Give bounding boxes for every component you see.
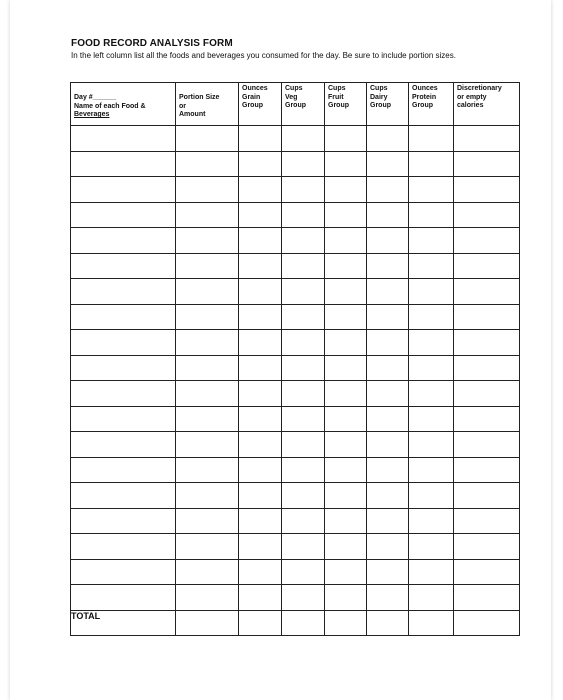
header-protein-group bbox=[409, 83, 454, 126]
header-portion-line2: or bbox=[179, 102, 186, 110]
header-veg-line1: Cups bbox=[285, 85, 303, 92]
food-entry-row bbox=[71, 508, 520, 534]
entry-cell-veg[interactable] bbox=[282, 559, 325, 585]
entry-cell-veg[interactable] bbox=[282, 202, 325, 228]
header-grain-line1: Ounces bbox=[242, 85, 268, 92]
entry-cell-veg[interactable] bbox=[282, 279, 325, 305]
food-entry-row bbox=[71, 228, 520, 254]
header-grain-group bbox=[239, 83, 282, 126]
total-cell-discretionary[interactable] bbox=[454, 610, 520, 636]
header-portion-size bbox=[176, 83, 239, 126]
entry-cell-food[interactable] bbox=[71, 534, 176, 560]
entry-cell-dairy[interactable] bbox=[367, 126, 409, 152]
document-page bbox=[10, 0, 551, 700]
entry-cell-grain[interactable] bbox=[239, 508, 282, 534]
entry-cell-portion[interactable] bbox=[176, 228, 239, 254]
entry-cell-portion[interactable] bbox=[176, 432, 239, 458]
entry-cell-food[interactable] bbox=[71, 330, 176, 356]
entry-cell-protein[interactable] bbox=[409, 432, 454, 458]
entry-cell-discretionary[interactable] bbox=[454, 559, 520, 585]
entry-cell-discretionary[interactable] bbox=[454, 177, 520, 203]
food-entry-row bbox=[71, 457, 520, 483]
header-row bbox=[71, 83, 520, 126]
entry-cell-fruit[interactable] bbox=[325, 330, 367, 356]
total-cell-grain[interactable] bbox=[239, 610, 282, 636]
entry-cell-dairy[interactable] bbox=[367, 330, 409, 356]
entry-cell-veg[interactable] bbox=[282, 585, 325, 611]
header-protein-line2: Protein bbox=[412, 93, 437, 101]
food-entry-row bbox=[71, 151, 520, 177]
entry-cell-food[interactable] bbox=[71, 508, 176, 534]
food-entry-row bbox=[71, 559, 520, 585]
entry-cell-veg[interactable] bbox=[282, 534, 325, 560]
entry-cell-fruit[interactable] bbox=[325, 534, 367, 560]
entry-cell-dairy[interactable] bbox=[367, 457, 409, 483]
entry-cell-fruit[interactable] bbox=[325, 508, 367, 534]
entry-cell-dairy[interactable] bbox=[367, 177, 409, 203]
entry-cell-food[interactable] bbox=[71, 177, 176, 203]
header-fruit-line1: Cups bbox=[328, 85, 346, 92]
entry-cell-veg[interactable] bbox=[282, 330, 325, 356]
entry-cell-veg[interactable] bbox=[282, 253, 325, 279]
entry-cell-dairy[interactable] bbox=[367, 585, 409, 611]
entry-cell-veg[interactable] bbox=[282, 483, 325, 509]
entry-cell-protein[interactable] bbox=[409, 330, 454, 356]
header-grain-line2: Grain bbox=[242, 93, 261, 101]
entry-cell-grain[interactable] bbox=[239, 534, 282, 560]
header-dairy-line3: Group bbox=[370, 102, 391, 109]
entry-cell-veg[interactable] bbox=[282, 126, 325, 152]
entry-cell-portion[interactable] bbox=[176, 279, 239, 305]
header-grain-line3: Group bbox=[242, 102, 263, 109]
entry-cell-grain[interactable] bbox=[239, 126, 282, 152]
entry-cell-grain[interactable] bbox=[239, 202, 282, 228]
entry-cell-dairy[interactable] bbox=[367, 483, 409, 509]
entry-cell-portion[interactable] bbox=[176, 585, 239, 611]
entry-cell-protein[interactable] bbox=[409, 559, 454, 585]
entry-cell-discretionary[interactable] bbox=[454, 279, 520, 305]
entry-cell-fruit[interactable] bbox=[325, 483, 367, 509]
entry-cell-portion[interactable] bbox=[176, 508, 239, 534]
total-cell-protein[interactable] bbox=[409, 610, 454, 636]
food-entry-row bbox=[71, 126, 520, 152]
header-protein-line1: Ounces bbox=[412, 85, 438, 92]
header-discretionary-line2: or empty bbox=[457, 93, 487, 101]
entry-cell-portion[interactable] bbox=[176, 304, 239, 330]
entry-cell-protein[interactable] bbox=[409, 406, 454, 432]
entry-cell-grain[interactable] bbox=[239, 355, 282, 381]
total-cell-fruit[interactable] bbox=[325, 610, 367, 636]
entry-cell-grain[interactable] bbox=[239, 483, 282, 509]
entry-cell-dairy[interactable] bbox=[367, 202, 409, 228]
entry-cell-dairy[interactable] bbox=[367, 406, 409, 432]
total-cell-dairy[interactable] bbox=[367, 610, 409, 636]
entry-cell-dairy[interactable] bbox=[367, 381, 409, 407]
header-day-number: Day #______ bbox=[74, 94, 117, 101]
header-fruit-line2: Fruit bbox=[328, 93, 344, 101]
entry-cell-food[interactable] bbox=[71, 228, 176, 254]
entry-cell-fruit[interactable] bbox=[325, 432, 367, 458]
entry-cell-food[interactable] bbox=[71, 585, 176, 611]
header-beverages-label: Beverages bbox=[74, 111, 110, 118]
header-veg-line3: Group bbox=[285, 102, 306, 109]
entry-cell-discretionary[interactable] bbox=[454, 228, 520, 254]
entry-cell-fruit[interactable] bbox=[325, 585, 367, 611]
header-food-name bbox=[71, 83, 176, 126]
entry-cell-grain[interactable] bbox=[239, 304, 282, 330]
entry-cell-dairy[interactable] bbox=[367, 253, 409, 279]
entry-cell-food[interactable] bbox=[71, 253, 176, 279]
entry-cell-discretionary[interactable] bbox=[454, 304, 520, 330]
entry-cell-grain[interactable] bbox=[239, 330, 282, 356]
food-entry-row bbox=[71, 355, 520, 381]
entry-cell-portion[interactable] bbox=[176, 177, 239, 203]
entry-cell-grain[interactable] bbox=[239, 381, 282, 407]
entry-cell-veg[interactable] bbox=[282, 381, 325, 407]
entry-cell-protein[interactable] bbox=[409, 253, 454, 279]
entry-cell-protein[interactable] bbox=[409, 279, 454, 305]
entry-cell-grain[interactable] bbox=[239, 559, 282, 585]
entry-cell-portion[interactable] bbox=[176, 202, 239, 228]
entry-cell-fruit[interactable] bbox=[325, 126, 367, 152]
entry-cell-protein[interactable] bbox=[409, 483, 454, 509]
entry-cell-grain[interactable] bbox=[239, 432, 282, 458]
entry-cell-dairy[interactable] bbox=[367, 355, 409, 381]
entry-cell-portion[interactable] bbox=[176, 126, 239, 152]
header-fruit-line3: Group bbox=[328, 102, 349, 109]
entry-cell-fruit[interactable] bbox=[325, 228, 367, 254]
entry-cell-portion[interactable] bbox=[176, 381, 239, 407]
entry-cell-discretionary[interactable] bbox=[454, 534, 520, 560]
entry-cell-veg[interactable] bbox=[282, 177, 325, 203]
entry-cell-veg[interactable] bbox=[282, 432, 325, 458]
entry-cell-food[interactable] bbox=[71, 126, 176, 152]
entry-cell-grain[interactable] bbox=[239, 151, 282, 177]
entry-cell-food[interactable] bbox=[71, 151, 176, 177]
entry-cell-protein[interactable] bbox=[409, 534, 454, 560]
entry-cell-fruit[interactable] bbox=[325, 406, 367, 432]
entry-cell-veg[interactable] bbox=[282, 508, 325, 534]
entry-cell-discretionary[interactable] bbox=[454, 355, 520, 381]
entry-cell-protein[interactable] bbox=[409, 126, 454, 152]
food-entry-row bbox=[71, 406, 520, 432]
header-discretionary-line3: calories bbox=[457, 102, 484, 109]
header-protein-line3: Group bbox=[412, 102, 433, 109]
entry-cell-portion[interactable] bbox=[176, 457, 239, 483]
entry-cell-grain[interactable] bbox=[239, 457, 282, 483]
entry-cell-dairy[interactable] bbox=[367, 534, 409, 560]
entry-cell-dairy[interactable] bbox=[367, 279, 409, 305]
food-record-table bbox=[70, 82, 520, 636]
entry-cell-food[interactable] bbox=[71, 202, 176, 228]
entry-cell-dairy[interactable] bbox=[367, 151, 409, 177]
entry-cell-protein[interactable] bbox=[409, 585, 454, 611]
entry-cell-fruit[interactable] bbox=[325, 559, 367, 585]
entry-cell-food[interactable] bbox=[71, 279, 176, 305]
entry-cell-food[interactable] bbox=[71, 457, 176, 483]
entry-cell-fruit[interactable] bbox=[325, 202, 367, 228]
entry-cell-fruit[interactable] bbox=[325, 355, 367, 381]
food-entry-row bbox=[71, 534, 520, 560]
entry-cell-dairy[interactable] bbox=[367, 559, 409, 585]
header-veg-group bbox=[282, 83, 325, 126]
entry-cell-dairy[interactable] bbox=[367, 508, 409, 534]
entry-cell-discretionary[interactable] bbox=[454, 508, 520, 534]
entry-cell-portion[interactable] bbox=[176, 534, 239, 560]
entry-cell-protein[interactable] bbox=[409, 304, 454, 330]
food-entry-row bbox=[71, 585, 520, 611]
entry-cell-protein[interactable] bbox=[409, 202, 454, 228]
entry-cell-portion[interactable] bbox=[176, 406, 239, 432]
entry-cell-grain[interactable] bbox=[239, 253, 282, 279]
entry-cell-discretionary[interactable] bbox=[454, 432, 520, 458]
food-entry-row bbox=[71, 483, 520, 509]
total-label: TOTAL bbox=[71, 610, 176, 636]
entry-cell-discretionary[interactable] bbox=[454, 406, 520, 432]
food-entry-row bbox=[71, 432, 520, 458]
entry-cell-protein[interactable] bbox=[409, 508, 454, 534]
entry-cell-discretionary[interactable] bbox=[454, 202, 520, 228]
entry-cell-protein[interactable] bbox=[409, 228, 454, 254]
entry-cell-fruit[interactable] bbox=[325, 457, 367, 483]
header-discretionary-calories bbox=[454, 83, 520, 126]
entry-cell-food[interactable] bbox=[71, 304, 176, 330]
header-dairy-line2: Dairy bbox=[370, 93, 388, 101]
total-cell-portion[interactable] bbox=[176, 610, 239, 636]
header-food-name-label: Name of each Food & bbox=[74, 102, 146, 110]
total-cell-veg[interactable] bbox=[282, 610, 325, 636]
entry-cell-discretionary[interactable] bbox=[454, 253, 520, 279]
entry-cell-dairy[interactable] bbox=[367, 432, 409, 458]
entry-cell-portion[interactable] bbox=[176, 483, 239, 509]
entry-cell-food[interactable] bbox=[71, 483, 176, 509]
entry-cell-protein[interactable] bbox=[409, 177, 454, 203]
entry-cell-fruit[interactable] bbox=[325, 151, 367, 177]
entry-cell-discretionary[interactable] bbox=[454, 126, 520, 152]
header-veg-line2: Veg bbox=[285, 93, 298, 101]
entry-cell-portion[interactable] bbox=[176, 330, 239, 356]
entry-cell-veg[interactable] bbox=[282, 304, 325, 330]
entry-cell-protein[interactable] bbox=[409, 355, 454, 381]
entry-cell-fruit[interactable] bbox=[325, 177, 367, 203]
food-entry-row bbox=[71, 253, 520, 279]
entry-cell-veg[interactable] bbox=[282, 228, 325, 254]
entry-cell-food[interactable] bbox=[71, 381, 176, 407]
entry-cell-discretionary[interactable] bbox=[454, 457, 520, 483]
entry-cell-protein[interactable] bbox=[409, 457, 454, 483]
header-discretionary-line1: Discretionary bbox=[457, 85, 502, 92]
entry-cell-food[interactable] bbox=[71, 406, 176, 432]
entry-cell-grain[interactable] bbox=[239, 279, 282, 305]
entry-cell-portion[interactable] bbox=[176, 253, 239, 279]
entry-cell-portion[interactable] bbox=[176, 559, 239, 585]
entry-cell-grain[interactable] bbox=[239, 406, 282, 432]
entry-cell-veg[interactable] bbox=[282, 457, 325, 483]
entry-cell-dairy[interactable] bbox=[367, 304, 409, 330]
header-dairy-group bbox=[367, 83, 409, 126]
food-entry-row bbox=[71, 304, 520, 330]
entry-cell-discretionary[interactable] bbox=[454, 585, 520, 611]
entry-cell-protein[interactable] bbox=[409, 151, 454, 177]
food-entry-row bbox=[71, 202, 520, 228]
food-entry-rows bbox=[71, 126, 520, 611]
form-instructions: In the left column list all the foods and beverages you consumed for the day. Be sure to include portion sizes. bbox=[71, 51, 456, 60]
entry-cell-food[interactable] bbox=[71, 559, 176, 585]
entry-cell-discretionary[interactable] bbox=[454, 330, 520, 356]
entry-cell-veg[interactable] bbox=[282, 406, 325, 432]
header-portion-line1: Portion Size bbox=[179, 94, 220, 101]
entry-cell-fruit[interactable] bbox=[325, 381, 367, 407]
total-row bbox=[71, 610, 520, 636]
entry-cell-discretionary[interactable] bbox=[454, 151, 520, 177]
entry-cell-grain[interactable] bbox=[239, 177, 282, 203]
food-entry-row bbox=[71, 177, 520, 203]
entry-cell-veg[interactable] bbox=[282, 151, 325, 177]
entry-cell-portion[interactable] bbox=[176, 151, 239, 177]
entry-cell-fruit[interactable] bbox=[325, 304, 367, 330]
entry-cell-protein[interactable] bbox=[409, 381, 454, 407]
entry-cell-portion[interactable] bbox=[176, 355, 239, 381]
header-dairy-line1: Cups bbox=[370, 85, 388, 92]
form-title: FOOD RECORD ANALYSIS FORM bbox=[71, 38, 233, 49]
food-entry-row bbox=[71, 381, 520, 407]
entry-cell-food[interactable] bbox=[71, 432, 176, 458]
food-entry-row bbox=[71, 279, 520, 305]
entry-cell-fruit[interactable] bbox=[325, 279, 367, 305]
entry-cell-discretionary[interactable] bbox=[454, 483, 520, 509]
entry-cell-food[interactable] bbox=[71, 355, 176, 381]
entry-cell-grain[interactable] bbox=[239, 585, 282, 611]
entry-cell-fruit[interactable] bbox=[325, 253, 367, 279]
food-entry-row bbox=[71, 330, 520, 356]
entry-cell-dairy[interactable] bbox=[367, 228, 409, 254]
entry-cell-veg[interactable] bbox=[282, 355, 325, 381]
entry-cell-grain[interactable] bbox=[239, 228, 282, 254]
entry-cell-discretionary[interactable] bbox=[454, 381, 520, 407]
header-portion-line3: Amount bbox=[179, 111, 206, 118]
header-fruit-group bbox=[325, 83, 367, 126]
